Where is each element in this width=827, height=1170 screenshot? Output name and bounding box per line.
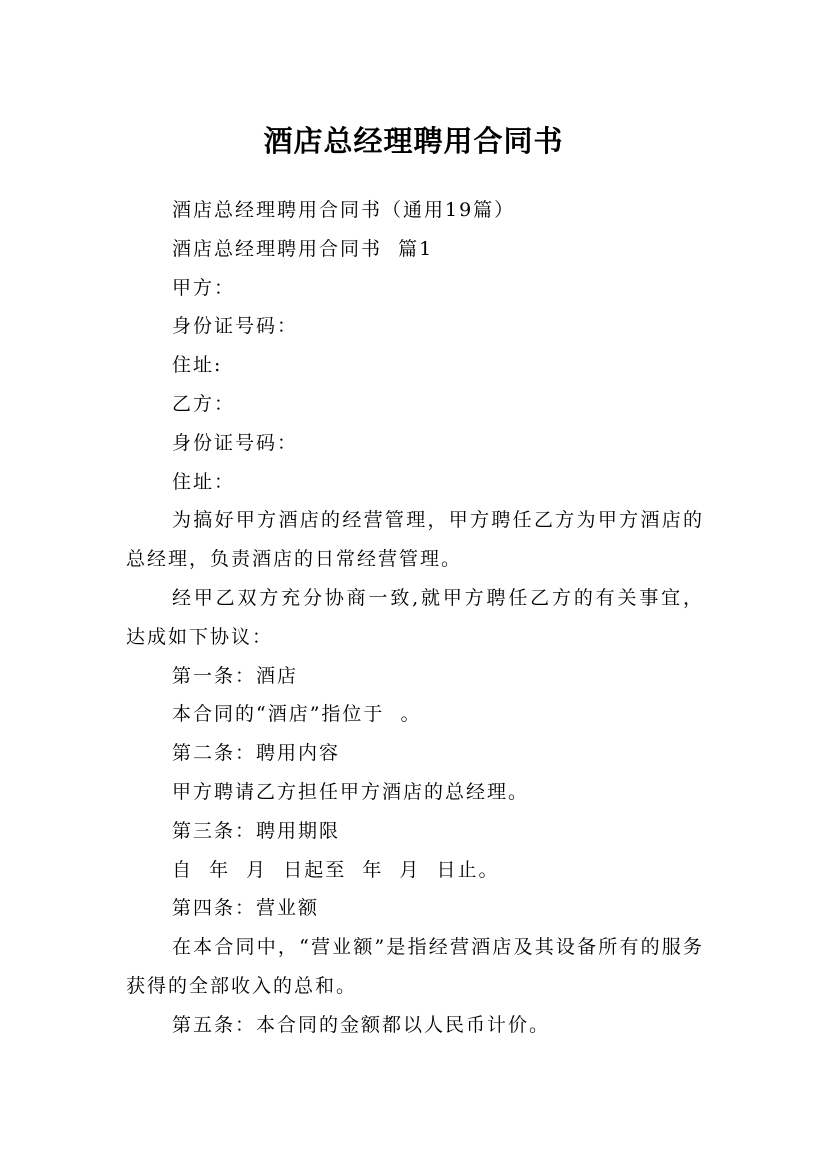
- paragraph-section-heading: 酒店总经理聘用合同书 篇1: [172, 237, 434, 260]
- paragraph-agreement: 经甲乙双方充分协商一致,就甲方聘任乙方的有关事宜，达成如下协议：: [126, 586, 704, 648]
- paragraph-purpose: 为搞好甲方酒店的经营管理，甲方聘任乙方为甲方酒店的总经理，负责酒店的日常经营管理。: [126, 509, 704, 571]
- paragraph-article-2: 第二条：聘用内容: [172, 742, 341, 765]
- paragraph-subtitle: 酒店总经理聘用合同书（通用19篇）: [172, 199, 516, 221]
- paragraph-party-b: 乙方：: [172, 392, 236, 415]
- paragraph-party-a-address: 住址:: [172, 354, 223, 377]
- paragraph-article-3-text: 自 年 月 日起至 年 月 日止。: [172, 858, 500, 881]
- paragraph-party-a: 甲方：: [172, 276, 236, 299]
- paragraph-party-b-id: 身份证号码：: [172, 431, 299, 454]
- paragraph-party-a-id: 身份证号码：: [172, 315, 299, 338]
- paragraph-article-4: 第四条：营业额: [172, 897, 320, 920]
- document-body: [126, 191, 704, 1045]
- paragraph-article-4-text: 在本合同中，“营业额”是指经营酒店及其设备所有的服务获得的全部收入的总和。: [126, 936, 704, 997]
- paragraph-article-5: 第五条：本合同的金额都以人民币计价。: [172, 1013, 551, 1036]
- paragraph-party-b-address: 住址：: [172, 470, 236, 493]
- paragraph-article-1-text: 本合同的“酒店”指位于 。: [172, 703, 422, 726]
- paragraph-article-2-text: 甲方聘请乙方担任甲方酒店的总经理。: [172, 780, 530, 803]
- paragraph-article-1: 第一条：酒店: [172, 664, 299, 687]
- document-title: 酒店总经理聘用合同书: [263, 124, 564, 159]
- paragraph-article-3: 第三条：聘用期限: [172, 819, 341, 842]
